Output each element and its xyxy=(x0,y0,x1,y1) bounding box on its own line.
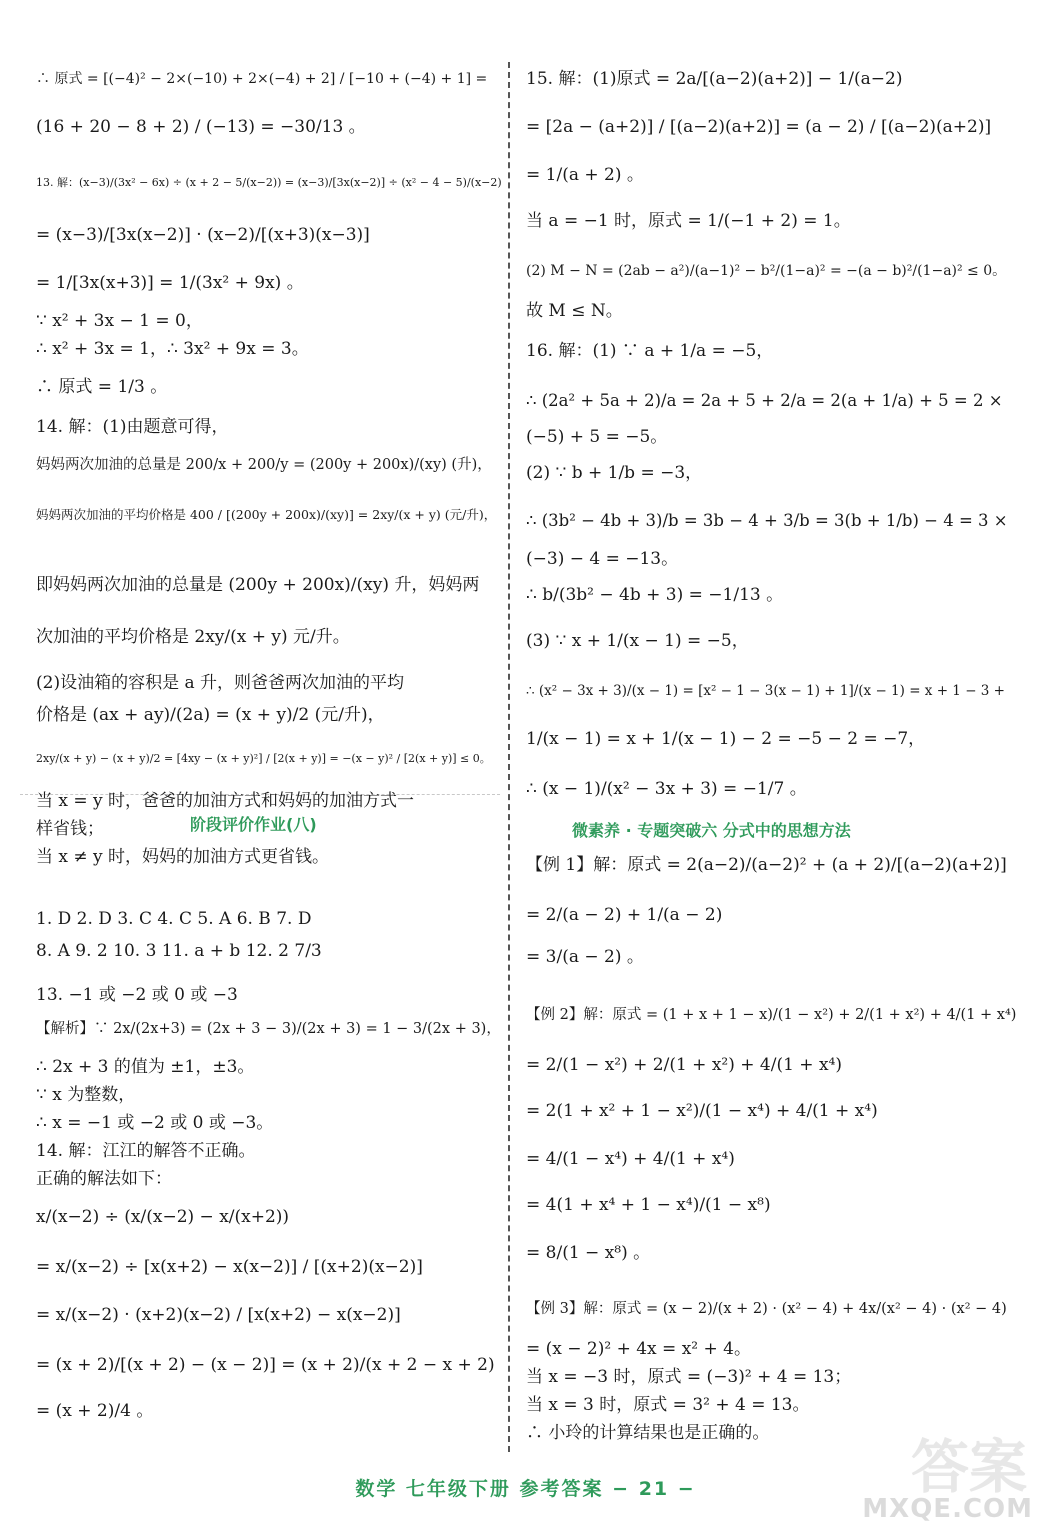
answer-line: 妈妈两次加油的总量是 200/x + 200/y = (200y + 200x)/(xy) (升)， xyxy=(36,457,492,473)
answer-line: = 1/[3x(x+3)] = 1/(3x² + 9x) 。 xyxy=(36,273,304,293)
answer-line: ∵ x² + 3x − 1 = 0， xyxy=(36,311,203,331)
answer-line: ∴ x² + 3x = 1，∴ 3x² + 9x = 3。 xyxy=(36,339,309,359)
answer-line: (−5) + 5 = −5。 xyxy=(526,427,668,447)
answer-line: ∴ 小玲的计算结果也是正确的。 xyxy=(526,1423,770,1443)
answer-line: 16. 解：(1) ∵ a + 1/a = −5， xyxy=(526,341,774,361)
answer-line: = (x + 2)/4 。 xyxy=(36,1401,154,1421)
answer-line: (−3) − 4 = −13。 xyxy=(526,549,679,569)
answer-line: ∴ 原式 = [(−4)² − 2×(−10) + 2×(−4) + 2] / [−10 + (−4) + 1] = xyxy=(36,71,488,87)
answer-line: 【解析】∵ 2x/(2x+3) = (2x + 3 − 3)/(2x + 3) = 1 − 3/(2x + 3)， xyxy=(36,1021,501,1037)
answer-line: 14. 解：(1)由题意可得， xyxy=(36,417,229,437)
answer-line: 当 x = −3 时，原式 = (−3)² + 4 = 13； xyxy=(526,1367,852,1387)
watermark-mark: 答案 xyxy=(910,1433,1027,1501)
left-section-title: 阶段评价作业(八) xyxy=(190,815,317,834)
answer-line: = 4/(1 − x⁴) + 4/(1 + x⁴) xyxy=(526,1149,735,1169)
answer-line: (2) M − N = (2ab − a²)/(a−1)² − b²/(1−a)² = −(a − b)²/(1−a)² ≤ 0。 xyxy=(526,263,1007,279)
answer-line: ∴ (3b² − 4b + 3)/b = 3b − 4 + 3/b = 3(b + 1/b) − 4 = 3 × xyxy=(526,511,1008,530)
answer-line: 当 a = −1 时，原式 = 1/(−1 + 2) = 1。 xyxy=(526,211,851,231)
right-section-title: 微素养 · 专题突破六 分式中的思想方法 xyxy=(572,821,851,840)
answer-line: ∴ (x − 1)/(x² − 3x + 3) = −1/7 。 xyxy=(526,779,807,799)
answer-line: ∵ x 为整数， xyxy=(36,1085,136,1105)
answer-line: = 4(1 + x⁴ + 1 − x⁴)/(1 − x⁸) xyxy=(526,1195,771,1215)
answer-line: = x/(x−2) ÷ [x(x+2) − x(x−2)] / [(x+2)(x−2)] xyxy=(36,1257,423,1277)
answer-line: = 8/(1 − x⁸) 。 xyxy=(526,1243,651,1263)
answer-line: 正确的解法如下： xyxy=(36,1169,172,1189)
answer-line: ∴ (2a² + 5a + 2)/a = 2a + 5 + 2/a = 2(a + 1/a) + 5 = 2 × xyxy=(526,391,1003,410)
answer-line: 1/(x − 1) = x + 1/(x − 1) − 2 = −5 − 2 = −7， xyxy=(526,729,926,749)
answer-line: 【例 1】解：原式 = 2(a−2)/(a−2)² + (a + 2)/[(a−2)(a+2)] xyxy=(526,855,1007,875)
answer-line: (3) ∵ x + 1/(x − 1) = −5， xyxy=(526,631,749,651)
answer-line: ∴ b/(3b² − 4b + 3) = −1/13 。 xyxy=(526,585,784,605)
answer-line: (2)设油箱的容积是 a 升，则爸爸两次加油的平均 xyxy=(36,673,405,693)
answer-line: 妈妈两次加油的平均价格是 400 / [(200y + 200x)/(xy)] = 2xy/(x + y) (元/升)， xyxy=(36,507,497,522)
answer-line: = 2/(a − 2) + 1/(a − 2) xyxy=(526,905,723,925)
answer-line: 当 x = 3 时，原式 = 3² + 4 = 13。 xyxy=(526,1395,810,1415)
answer-line: 价格是 (ax + ay)/(2a) = (x + y)/2 (元/升)， xyxy=(36,705,385,725)
answer-line: (16 + 20 − 8 + 2) / (−13) = −30/13 。 xyxy=(36,117,366,137)
answer-line: 当 x = y 时，爸爸的加油方式和妈妈的加油方式一 xyxy=(36,791,415,811)
watermark-site: MXQE.COM xyxy=(862,1494,1033,1524)
answer-line: 13. −1 或 −2 或 0 或 −3 xyxy=(36,985,238,1005)
answer-line: 【例 2】解：原式 = (1 + x + 1 − x)/(1 − x²) + 2/(1 + x²) + 4/(1 + x⁴) xyxy=(526,1007,1017,1023)
answer-line: 1. D 2. D 3. C 4. C 5. A 6. B 7. D xyxy=(36,909,312,929)
answer-line: x/(x−2) ÷ (x/(x−2) − x/(x+2)) xyxy=(36,1207,290,1227)
answer-line: = (x − 2)² + 4x = x² + 4。 xyxy=(526,1339,751,1359)
answer-line: 15. 解：(1)原式 = 2a/[(a−2)(a+2)] − 1/(a−2) xyxy=(526,69,903,89)
watermark xyxy=(858,1420,1043,1530)
answer-line: 即妈妈两次加油的总量是 (200y + 200x)/(xy) 升，妈妈两 xyxy=(36,575,480,595)
answer-line: 故 M ≤ N。 xyxy=(526,301,623,321)
answer-line: ∴ 原式 = 1/3 。 xyxy=(36,377,168,397)
answer-line: 2xy/(x + y) − (x + y)/2 = [4xy − (x + y)²] / [2(x + y)] = −(x − y)² / [2(x + y)] ≤ 0。 xyxy=(36,752,491,765)
answer-line: 13. 解：(x−3)/(3x² − 6x) ÷ (x + 2 − 5/(x−2)) = (x−3)/[3x(x−2)] ÷ (x² − 4 − 5)/(x−2) xyxy=(36,176,502,189)
column-divider xyxy=(508,62,510,1452)
answer-line: 14. 解：江江的解答不正确。 xyxy=(36,1141,256,1161)
answer-line: = 2(1 + x² + 1 − x²)/(1 − x⁴) + 4/(1 + x⁴) xyxy=(526,1101,878,1121)
answer-line: = 2/(1 − x²) + 2/(1 + x²) + 4/(1 + x⁴) xyxy=(526,1055,842,1075)
answer-line: = [2a − (a+2)] / [(a−2)(a+2)] = (a − 2) / [(a−2)(a+2)] xyxy=(526,117,992,137)
answer-line: ∴ (x² − 3x + 3)/(x − 1) = [x² − 1 − 3(x − 1) + 1]/(x − 1) = x + 1 − 3 + xyxy=(526,683,1005,699)
answer-line: = 1/(a + 2) 。 xyxy=(526,165,644,185)
answer-line: (2) ∵ b + 1/b = −3， xyxy=(526,463,703,483)
answer-line: = 3/(a − 2) 。 xyxy=(526,947,644,967)
page-footer: 数学 七年级下册 参考答案 − 21 − xyxy=(355,1478,696,1500)
answer-line: 8. A 9. 2 10. 3 11. a + b 12. 2 7/3 xyxy=(36,941,322,961)
answer-line: = (x + 2)/[(x + 2) − (x − 2)] = (x + 2)/(x + 2 − x + 2) xyxy=(36,1355,495,1375)
answer-line: = x/(x−2) · (x+2)(x−2) / [x(x+2) − x(x−2)] xyxy=(36,1305,401,1325)
answer-line: 样省钱； xyxy=(36,819,104,839)
answer-line: 次加油的平均价格是 2xy/(x + y) 元/升。 xyxy=(36,627,350,647)
answer-line: 【例 3】解：原式 = (x − 2)/(x + 2) · (x² − 4) + 4x/(x² − 4) · (x² − 4) xyxy=(526,1301,1007,1317)
answer-line: 当 x ≠ y 时，妈妈的加油方式更省钱。 xyxy=(36,847,330,867)
answer-line: = (x−3)/[3x(x−2)] · (x−2)/[(x+3)(x−3)] xyxy=(36,225,370,245)
answer-line: ∴ x = −1 或 −2 或 0 或 −3。 xyxy=(36,1113,274,1133)
answer-line: ∴ 2x + 3 的值为 ±1，±3。 xyxy=(36,1057,255,1077)
